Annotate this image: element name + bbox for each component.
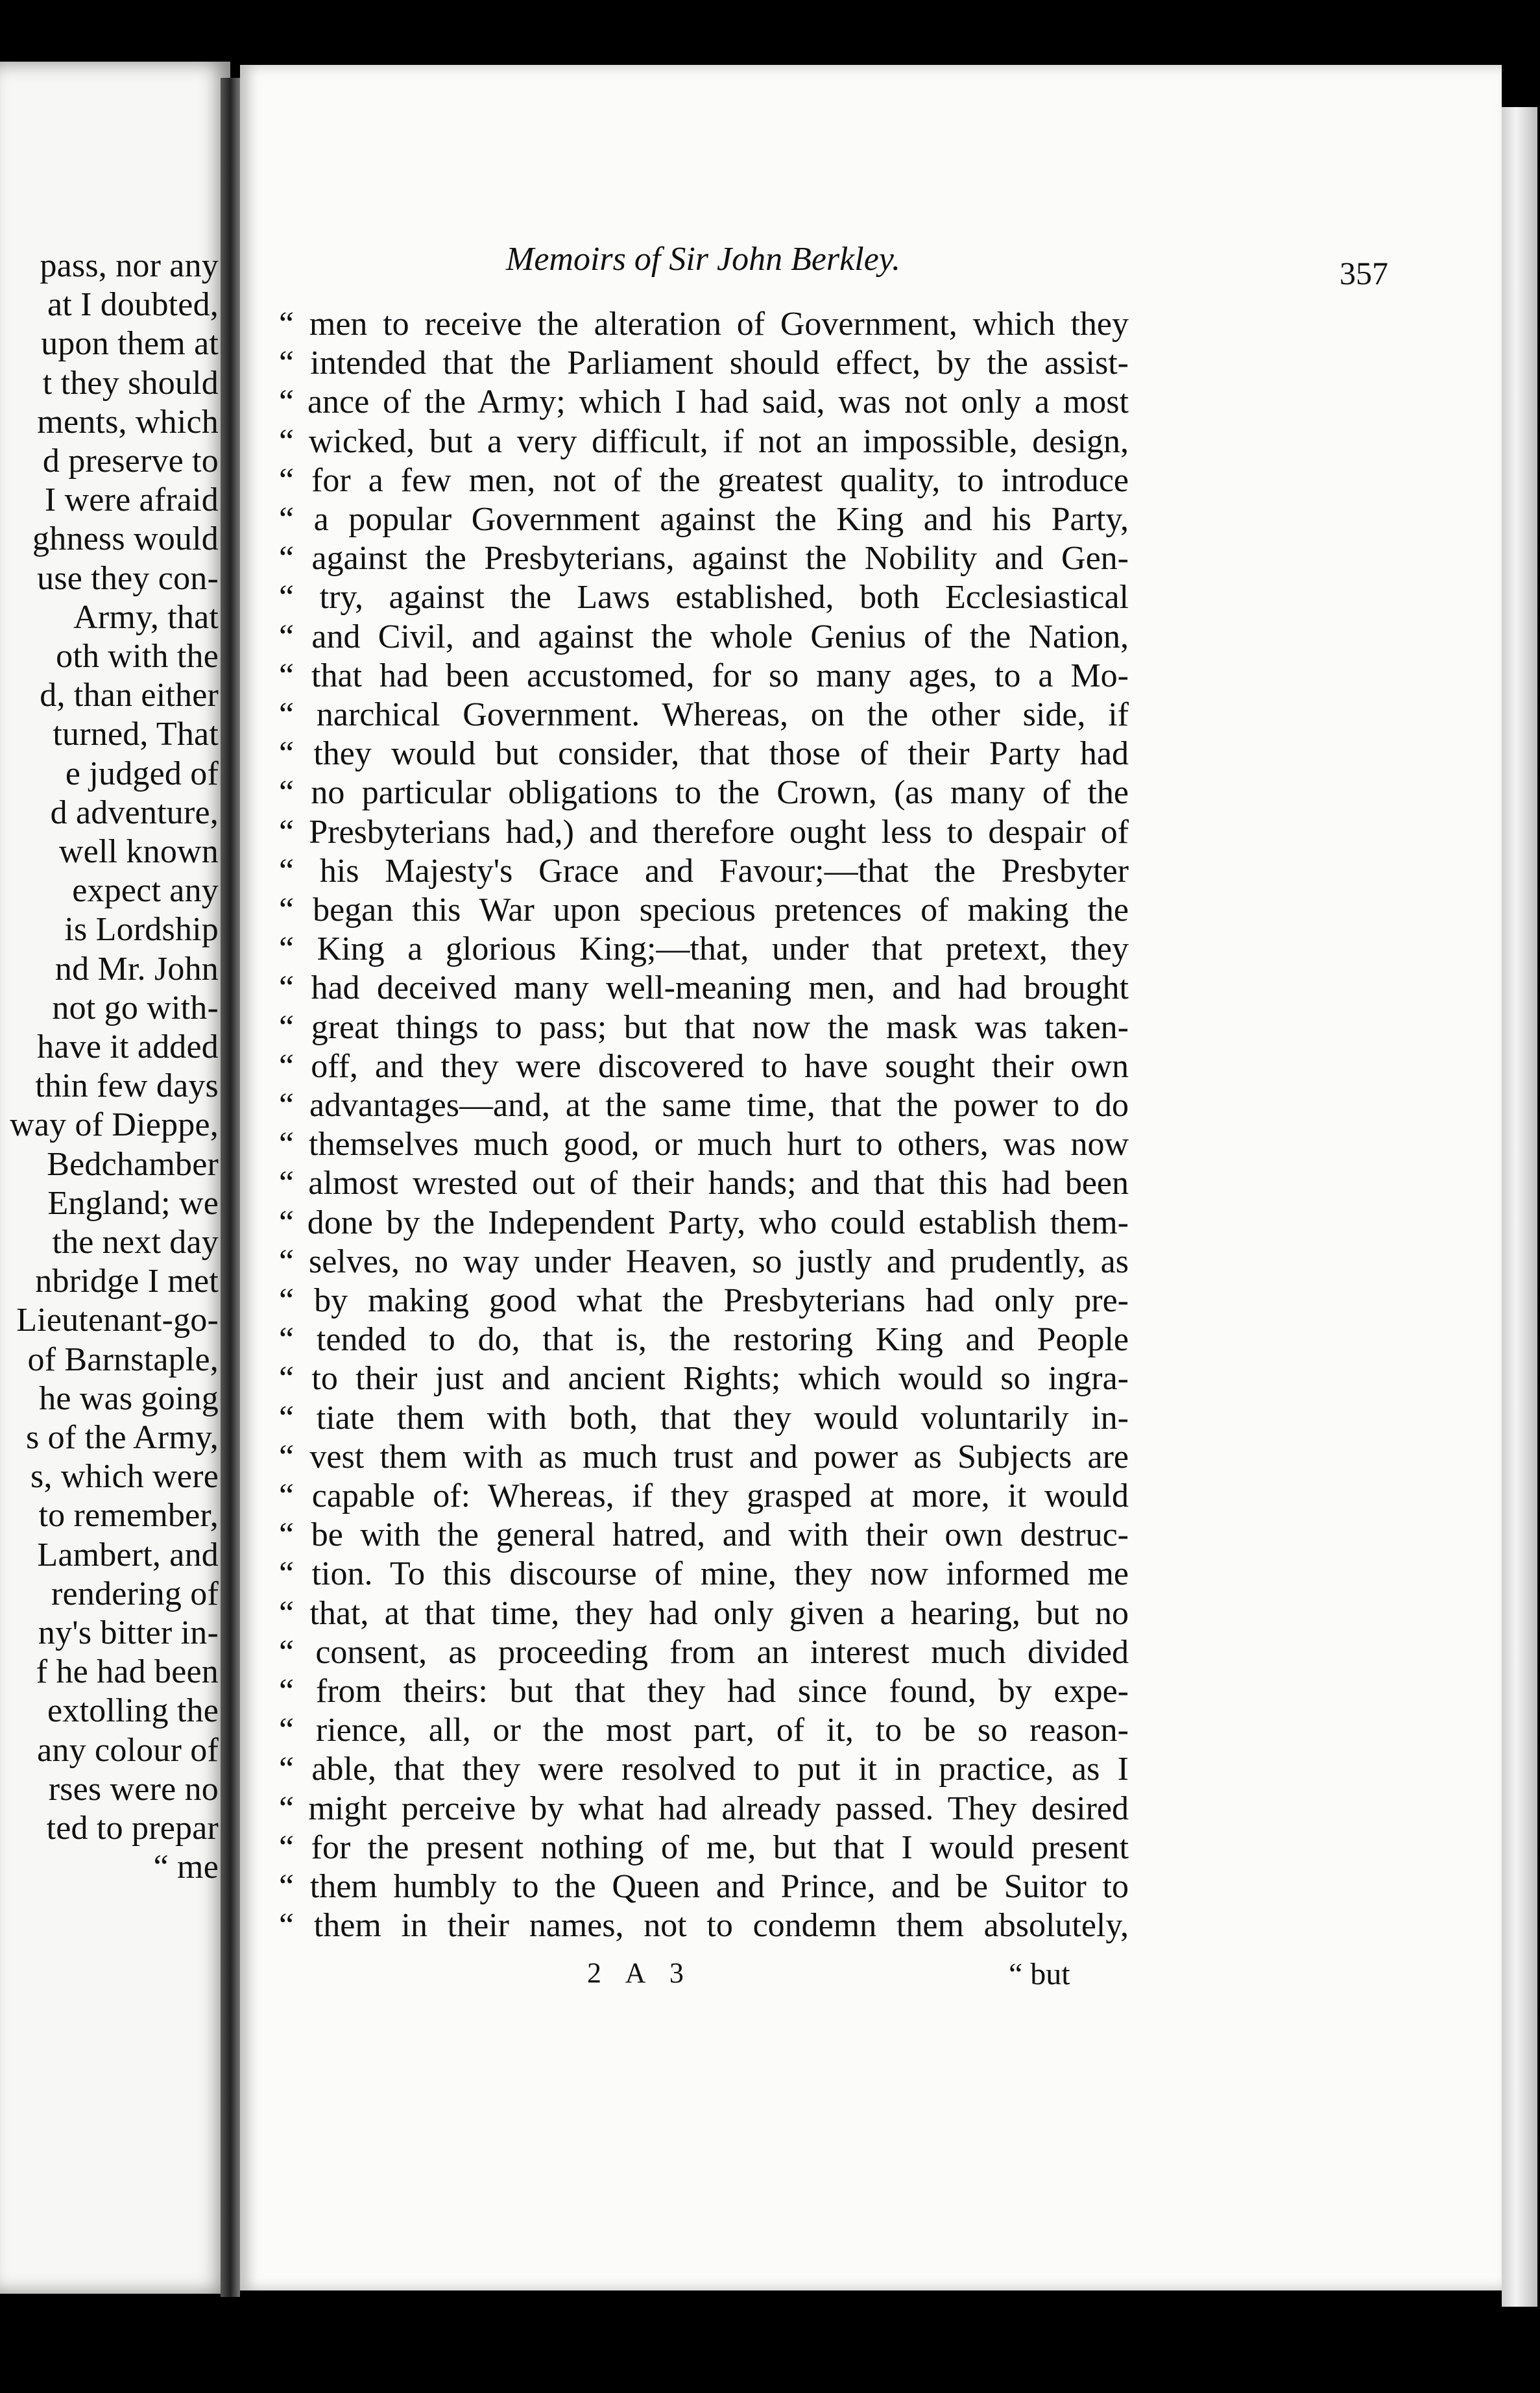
body-text-line: “ tiate them with both, that they would voluntarily in- <box>279 1399 1129 1437</box>
left-page-line: nbridge I met <box>35 1263 219 1300</box>
body-text-line: “ against the Presbyterians, against the Nobility and Gen- <box>279 540 1129 577</box>
body-text-line: “ rience, all, or the most part, of it, to be so reason- <box>279 1712 1129 1749</box>
left-page-line: extolling the <box>47 1692 219 1730</box>
left-page-line: England; we <box>47 1184 219 1222</box>
body-text-line: “ off, and they were discovered to have sought their own <box>279 1047 1129 1085</box>
body-text-line: “ had deceived many well-meaning men, and had brought <box>279 969 1129 1007</box>
body-text-line: “ that, at that time, they had only given a hearing, but no <box>279 1594 1129 1632</box>
body-text-line: “ his Majesty's Grace and Favour;—that the Presbyter <box>279 852 1129 890</box>
left-page-line: ny's bitter in- <box>38 1614 219 1651</box>
page-edge <box>1502 107 1537 2307</box>
left-page-line: to remember, <box>38 1497 219 1535</box>
body-text-line: “ capable of: Whereas, if they grasped at more, it would <box>279 1477 1129 1514</box>
left-page-line: e judged of <box>65 755 219 792</box>
body-text-line: “ a popular Government against the King and his Party, <box>279 501 1129 538</box>
left-page-line: thin few days <box>35 1067 219 1105</box>
left-page-line: s, which were <box>30 1458 219 1496</box>
body-text-line: “ vest them with as much trust and power as Subjects are <box>279 1438 1129 1476</box>
left-page-line: is Lordship <box>64 911 219 949</box>
previous-page <box>0 62 230 2294</box>
left-page-line: rses were no <box>48 1770 219 1808</box>
body-text-line: “ wicked, but a very difficult, if not an impossible, design, <box>279 422 1129 460</box>
body-text-line: “ tion. To this discourse of mine, they now informed me <box>279 1555 1129 1593</box>
book-gutter <box>221 78 240 2297</box>
left-page-line: ted to prepar <box>46 1810 219 1847</box>
left-page-line: d adventure, <box>50 794 219 831</box>
left-page-line: Bedchamber <box>47 1145 219 1183</box>
left-page-line: pass, nor any <box>40 247 219 284</box>
body-text-line: “ narchical Government. Whereas, on the other side, if <box>279 696 1129 733</box>
left-page-line: d preserve to <box>42 443 219 480</box>
running-header: Memoirs of Sir John Berkley. <box>506 241 900 278</box>
body-text-line: “ them in their names, not to condemn them absolutely, <box>279 1907 1129 1945</box>
body-text-line: “ try, against the Laws established, both Ecclesiastical <box>279 579 1129 616</box>
body-text-line: “ might perceive by what had already passed. They desired <box>279 1790 1129 1827</box>
left-page-line: upon them at <box>41 325 219 363</box>
body-text-line: “ began this War upon specious pretences of making the <box>279 892 1129 929</box>
body-text-line: “ for the present nothing of me, but that I would present <box>279 1828 1129 1866</box>
left-page-line: s of the Army, <box>26 1419 219 1456</box>
left-page-line: Lambert, and <box>37 1536 219 1573</box>
body-text-line: “ themselves much good, or much hurt to others, was now <box>279 1126 1129 1163</box>
body-text-line: “ they would but consider, that those of their Party had <box>279 735 1129 773</box>
body-text-line: “ advantages—and, at the same time, that the power to do <box>279 1087 1129 1124</box>
body-text-line: “ intended that the Parliament should effect, by the assist- <box>279 345 1129 382</box>
left-page-line: way of Dieppe, <box>10 1106 219 1144</box>
left-page-line: nd Mr. John <box>54 950 219 988</box>
left-page-line: rendering of <box>51 1575 219 1612</box>
body-text-line: “ consent, as proceeding from an interest much divided <box>279 1633 1129 1671</box>
left-page-line: expect any <box>72 872 219 910</box>
left-page-line: any colour of <box>37 1731 219 1769</box>
left-page-line: ments, which <box>37 403 219 441</box>
body-text-line: “ men to receive the alteration of Government, which they <box>279 306 1129 343</box>
body-text-line: “ be with the general hatred, and with their own destruc- <box>279 1516 1129 1554</box>
left-page-line: the next day <box>52 1224 219 1261</box>
left-page-line: Lieutenant-go- <box>16 1302 219 1339</box>
body-text-line: “ from theirs: but that they had since found, by expe- <box>279 1673 1129 1710</box>
left-page-line: of Barnstaple, <box>27 1341 219 1378</box>
body-text-line: “ selves, no way under Heaven, so justly and prudently, as <box>279 1243 1129 1280</box>
body-text-line: “ King a glorious King;—that, under that pretext, they <box>279 930 1129 968</box>
body-text-line: “ able, that they were resolved to put it in practice, as I <box>279 1751 1129 1788</box>
body-text-line: “ no particular obligations to the Crown, (as many of the <box>279 774 1129 812</box>
left-page-line: ghness would <box>32 520 219 558</box>
left-page-line: well known <box>58 833 219 870</box>
catchword: “ but <box>1009 1957 1070 1991</box>
body-text-line: “ done by the Independent Party, who could establish them- <box>279 1204 1129 1241</box>
body-text-line: “ by making good what the Presbyterians had only pre- <box>279 1282 1129 1319</box>
left-page-line: at I doubted, <box>47 286 219 324</box>
body-text-line: “ them humbly to the Queen and Prince, and be Suitor to <box>279 1868 1129 1905</box>
page-number: 357 <box>1340 255 1388 291</box>
left-page-line: d, than either <box>40 677 219 714</box>
body-text-line: “ that had been accustomed, for so many ages, to a Mo- <box>279 657 1129 694</box>
left-page-line: oth with the <box>56 638 219 675</box>
left-page-line: t they should <box>42 364 219 402</box>
left-page-line: Army, that <box>73 598 219 636</box>
left-page-line: have it added <box>37 1028 219 1065</box>
body-text-line: “ almost wrested out of their hands; and that this had been <box>279 1165 1129 1202</box>
body-text-line: “ great things to pass; but that now the mask was taken- <box>279 1008 1129 1046</box>
body-text-line: “ ance of the Army; which I had said, was not only a most <box>279 383 1129 421</box>
left-page-line: turned, That <box>53 716 219 753</box>
left-page-line: “ me <box>153 1849 219 1886</box>
left-page-line: use they con- <box>37 559 219 597</box>
left-page-line: he was going <box>39 1379 219 1417</box>
body-text-line: “ Presbyterians had,) and therefore ought less to despair of <box>279 813 1129 851</box>
body-text-line: “ to their just and ancient Rights; which would so ingra- <box>279 1360 1129 1398</box>
body-text-line: “ for a few men, not of the greatest quality, to introduce <box>279 461 1129 499</box>
body-text-line: “ and Civil, and against the whole Genius of the Nation, <box>279 618 1129 655</box>
left-page-line: not go with- <box>52 989 219 1026</box>
left-page-line: f he had been <box>36 1653 219 1691</box>
left-page-line: I were afraid <box>44 481 219 519</box>
signature-mark: 2 A 3 <box>587 1957 693 1989</box>
body-text-line: “ tended to do, that is, the restoring King and People <box>279 1321 1129 1359</box>
